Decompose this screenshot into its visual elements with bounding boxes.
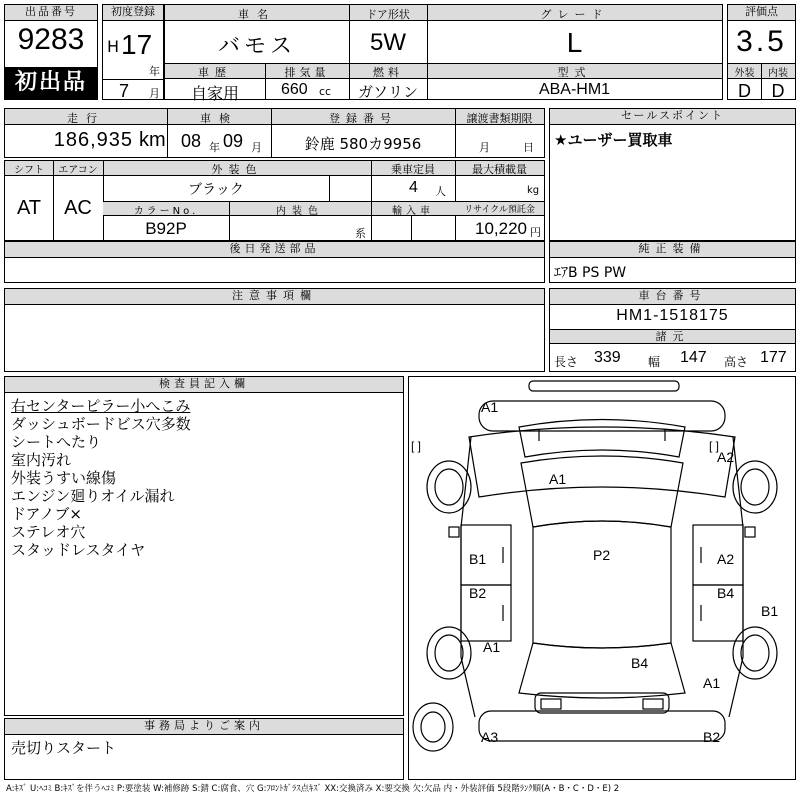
- score-label: 評価点: [728, 5, 795, 21]
- car-name: バモス: [217, 34, 296, 59]
- history-label: 車歴: [198, 66, 232, 79]
- sales-point-label: セールスポイント: [550, 109, 795, 125]
- sales-point-box: [549, 108, 796, 241]
- damage-mark: A2: [717, 551, 735, 567]
- height-label: 高さ: [724, 355, 749, 369]
- office-label: 事務局よりご案内: [5, 719, 403, 735]
- model-label: 型式: [557, 66, 592, 79]
- first-registration-label: 初度登録: [103, 5, 163, 21]
- recycle-fee: 10,220: [475, 219, 527, 238]
- shift: AT: [16, 197, 42, 219]
- specs-label: 諸元: [550, 330, 795, 344]
- row3-box: [4, 160, 545, 241]
- later-parts-box: [4, 241, 545, 283]
- displacement: 660: [281, 81, 308, 98]
- inspector-note-item: スタッドレスタイヤ: [11, 541, 146, 559]
- damage-mark: A1: [549, 471, 567, 487]
- chassis-label: 車台番号: [550, 289, 795, 305]
- aircon: AC: [64, 197, 92, 219]
- first-registration-box: [102, 4, 164, 100]
- inspector-note-item: 室内汚れ: [11, 451, 72, 469]
- chassis-number: HM1-1518175: [616, 307, 729, 324]
- chassis-box: [549, 288, 796, 372]
- car-diagram: [409, 377, 795, 779]
- inspector-note-item: 外装うすい線傷: [11, 469, 117, 487]
- later-parts-label: 後日発送部品: [5, 242, 544, 258]
- length: 339: [594, 349, 621, 366]
- int-color-suffix: 系: [355, 227, 366, 240]
- mileage: 186,935: [53, 129, 133, 151]
- lot-number-label: 出品番号: [5, 5, 97, 21]
- lot-number-box: [4, 4, 98, 100]
- inspection-year-unit: 年: [209, 141, 220, 154]
- capacity-unit: 人: [435, 185, 446, 198]
- transfer-label: 譲渡書類期限: [466, 112, 533, 125]
- damage-mark: B4: [631, 655, 649, 671]
- sales-point: ★ユーザー買取車: [554, 131, 673, 149]
- bracket-left: [ ]: [411, 439, 422, 453]
- door-type: 5W: [370, 29, 406, 56]
- import-label: 輸入車: [392, 206, 434, 217]
- office-box: [4, 718, 404, 780]
- transfer-day-unit: 日: [523, 141, 534, 154]
- exterior-color: ブラック: [188, 182, 244, 198]
- office-note: 売切りスタート: [11, 739, 117, 757]
- door-label: ドア形状: [366, 8, 410, 21]
- inspector-label: 検査員記入欄: [5, 377, 403, 393]
- score: 3.5: [736, 25, 787, 58]
- mileage-unit: km: [139, 129, 166, 151]
- capacity: 4: [409, 179, 418, 196]
- damage-mark: A1: [703, 675, 721, 691]
- width-label: 幅: [648, 355, 661, 369]
- displacement-unit: cc: [319, 85, 332, 98]
- interior-score: D: [771, 81, 785, 101]
- grade: L: [566, 27, 583, 58]
- equipment-box: [549, 241, 796, 283]
- lot-number: 9283: [17, 23, 85, 56]
- car-name-label: 車名: [238, 8, 276, 21]
- transfer-month-unit: 月: [479, 141, 490, 154]
- caution-label: 注意事項欄: [5, 289, 544, 305]
- inspector-note-item: ダッシュボードビス穴多数: [11, 415, 191, 433]
- caution-box: [4, 288, 545, 372]
- color-no: B92P: [145, 219, 187, 238]
- inspector-notes: [11, 397, 401, 559]
- recycle-unit: 円: [530, 226, 541, 239]
- history: 自家用: [190, 84, 239, 103]
- inspection-year: 08: [181, 131, 202, 151]
- equipment-label: 純正装備: [550, 242, 795, 258]
- color-no-label: カラーNo.: [133, 206, 199, 217]
- shift-label: シフト: [14, 165, 44, 176]
- model: ABA-HM1: [538, 81, 611, 98]
- damage-mark: B1: [469, 551, 487, 567]
- mileage-label: 走行: [67, 112, 105, 125]
- era: H: [107, 37, 120, 56]
- reg-year: 17: [121, 29, 153, 60]
- damage-mark: A1: [481, 399, 499, 415]
- interior-label: 内装: [768, 68, 788, 79]
- legend: A:ｷｽﾞ U:ﾍｺﾐ B:ｷｽﾞを伴うﾍｺﾐ P:要塗装 W:補修跡 S:錆 C:腐食、穴 G:ﾌﾛﾝﾄｶﾞﾗｽ点ｷｽﾞ XX:交換済み X:要交換 欠:欠品 内・外装評価 5段階ﾗﾝｸ順(A・B・C・D・E) 2: [6, 784, 620, 794]
- plate-number: 鈴鹿 580カ9956: [304, 135, 422, 153]
- aircon-label: エアコン: [58, 165, 98, 176]
- damage-mark: B1: [761, 603, 779, 619]
- fuel: ガソリン: [357, 83, 418, 101]
- inspector-note-item: ドアノブ×: [11, 505, 82, 523]
- inspector-note-item: 右センターピラー小へこみ: [11, 397, 191, 415]
- year-unit: 年: [149, 65, 160, 78]
- car-diagram-box: [408, 376, 796, 780]
- reg-month: 7: [119, 81, 130, 101]
- damage-mark: A2: [717, 449, 735, 465]
- length-label: 長さ: [554, 355, 579, 369]
- int-color-label: 内装色: [276, 206, 324, 217]
- damage-mark: P2: [593, 547, 611, 563]
- damage-mark: B2: [703, 729, 721, 745]
- load-label: 最大積載量: [472, 163, 527, 176]
- month-unit: 月: [149, 87, 160, 100]
- inspection-month: 09: [223, 131, 244, 151]
- row2-box: [4, 108, 545, 158]
- inspector-note-item: エンジン廻りオイル漏れ: [11, 487, 175, 505]
- damage-mark: B2: [469, 585, 487, 601]
- width: 147: [680, 349, 707, 366]
- damage-mark: A3: [481, 729, 499, 745]
- displacement-label: 排気量: [284, 66, 330, 79]
- damage-mark: B4: [717, 585, 735, 601]
- recycle-label: リサイクル預託金: [464, 205, 535, 215]
- exterior-score: D: [738, 81, 751, 101]
- score-box: [727, 4, 796, 100]
- inspector-note-item: シートへたり: [11, 433, 102, 451]
- inspector-note-item: ステレオ穴: [11, 523, 86, 541]
- load-unit: kg: [527, 185, 540, 196]
- inspector-box: [4, 376, 404, 716]
- plate-label: 登録番号: [329, 112, 397, 125]
- inspection-label: 車検: [200, 112, 238, 125]
- bracket-right: [ ]: [709, 439, 720, 453]
- height: 177: [760, 349, 787, 366]
- first-listing-badge: 初出品: [5, 67, 97, 99]
- vehicle-info-box: [164, 4, 723, 103]
- capacity-label: 乗車定員: [391, 163, 435, 176]
- equipment: ｴｱB PS PW: [554, 265, 627, 281]
- fuel-label: 燃料: [373, 66, 403, 79]
- inspection-month-unit: 月: [251, 141, 262, 154]
- color-label: 外装色: [211, 163, 263, 176]
- exterior-label: 外装: [734, 68, 755, 79]
- damage-mark: A1: [483, 639, 501, 655]
- grade-label: グレード: [540, 8, 609, 21]
